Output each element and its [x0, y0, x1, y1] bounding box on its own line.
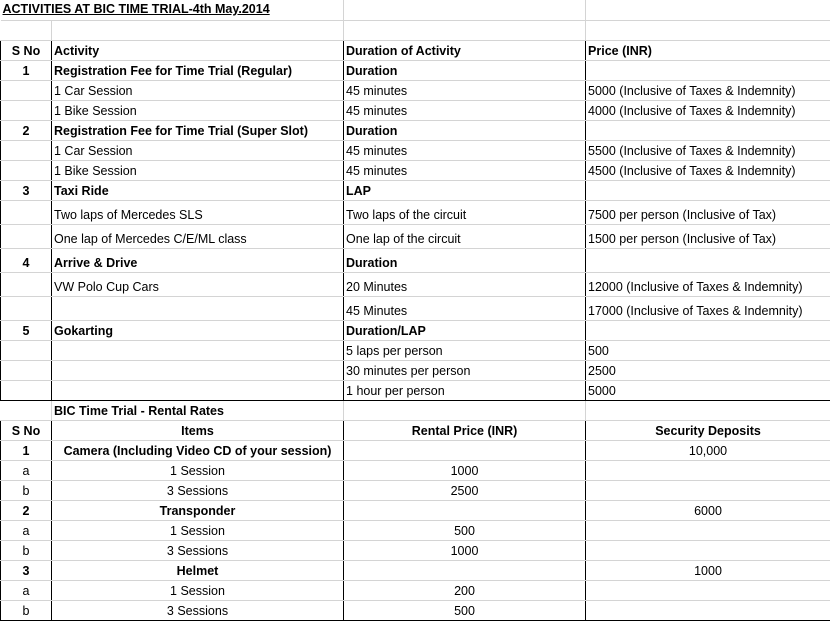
rental-sub-item: 1 Session — [52, 520, 344, 540]
activity-item: 1 Bike Session — [52, 100, 344, 120]
rental-sno: 2 — [1, 500, 52, 520]
rental-row — [1, 520, 830, 540]
activity-item-row — [1, 360, 830, 380]
activity-sno: 2 — [1, 120, 52, 140]
activity-item-row — [1, 200, 830, 224]
rental-sub-sno: b — [1, 540, 52, 560]
activity-duration-label: LAP — [344, 180, 586, 200]
activity-item-price: 7500 per person (Inclusive of Tax) — [586, 200, 830, 224]
rental-sno: 3 — [1, 560, 52, 580]
activity-item-duration: 1 hour per person — [344, 380, 586, 400]
rental-item: Camera (Including Video CD of your session) — [52, 440, 344, 460]
rental-title-row — [1, 400, 830, 420]
activity-item-price: 4500 (Inclusive of Taxes & Indemnity) — [586, 160, 830, 180]
activity-item: 1 Car Session — [52, 140, 344, 160]
activity-name: Arrive & Drive — [52, 248, 344, 272]
activity-item-duration: 45 minutes — [344, 160, 586, 180]
activity-item-price: 5500 (Inclusive of Taxes & Indemnity) — [586, 140, 830, 160]
activity-name: Registration Fee for Time Trial (Regular) — [52, 60, 344, 80]
rental-sub-item: 1 Session — [52, 580, 344, 600]
activity-item-row — [1, 140, 830, 160]
activity-duration-label: Duration — [344, 120, 586, 140]
activity-duration-label: Duration/LAP — [344, 320, 586, 340]
activity-item-row — [1, 340, 830, 360]
activity-item-price: 2500 — [586, 360, 830, 380]
activity-duration-label: Duration — [344, 248, 586, 272]
rental-sub-item: 3 Sessions — [52, 540, 344, 560]
activity-item: 1 Car Session — [52, 80, 344, 100]
rental-group-row — [1, 500, 830, 520]
rental-sub-sno: b — [1, 600, 52, 620]
rental-sub-sno: a — [1, 460, 52, 480]
header-activity: Activity — [52, 40, 344, 60]
rental-header-row — [1, 420, 830, 440]
rental-row — [1, 600, 830, 620]
rental-deposit: 6000 — [586, 500, 830, 520]
rental-sno: 1 — [1, 440, 52, 460]
activity-item-row — [1, 160, 830, 180]
activity-item-duration: 45 Minutes — [344, 296, 586, 320]
rental-deposit: 10,000 — [586, 440, 830, 460]
activity-duration-label: Duration — [344, 60, 586, 80]
activity-item: VW Polo Cup Cars — [52, 272, 344, 296]
activity-sno: 4 — [1, 248, 52, 272]
rental-sub-item: 3 Sessions — [52, 480, 344, 500]
header-price: Price (INR) — [586, 40, 830, 60]
activity-item-price: 17000 (Inclusive of Taxes & Indemnity) — [586, 296, 830, 320]
rental-sub-item: 1 Session — [52, 460, 344, 480]
activity-group-row — [1, 60, 830, 80]
rental-deposit: 1000 — [586, 560, 830, 580]
activity-item-duration: Two laps of the circuit — [344, 200, 586, 224]
activity-item: One lap of Mercedes C/E/ML class — [52, 224, 344, 248]
activity-item: 1 Bike Session — [52, 160, 344, 180]
activity-item — [52, 296, 344, 320]
rental-group-row — [1, 560, 830, 580]
rental-row — [1, 460, 830, 480]
activity-item-price: 5000 (Inclusive of Taxes & Indemnity) — [586, 80, 830, 100]
rental-header-sno: S No — [1, 420, 52, 440]
activity-sno: 3 — [1, 180, 52, 200]
activity-name: Taxi Ride — [52, 180, 344, 200]
activity-item-duration: 45 minutes — [344, 80, 586, 100]
rental-price: 1000 — [344, 460, 586, 480]
activity-name: Registration Fee for Time Trial (Super Slot) — [52, 120, 344, 140]
rental-sub-sno: a — [1, 520, 52, 540]
activity-item: Two laps of Mercedes SLS — [52, 200, 344, 224]
rental-sub-sno: b — [1, 480, 52, 500]
rental-header-price: Rental Price (INR) — [344, 420, 586, 440]
activity-item-row — [1, 272, 830, 296]
activity-item-price: 500 — [586, 340, 830, 360]
rental-header-deposit: Security Deposits — [586, 420, 830, 440]
activity-sno: 5 — [1, 320, 52, 340]
rental-price: 500 — [344, 520, 586, 540]
rental-row — [1, 480, 830, 500]
activity-item-price: 12000 (Inclusive of Taxes & Indemnity) — [586, 272, 830, 296]
activity-item-row — [1, 224, 830, 248]
activity-item-price: 5000 — [586, 380, 830, 400]
activity-item-row — [1, 296, 830, 320]
rental-sub-sno: a — [1, 580, 52, 600]
rental-item: Helmet — [52, 560, 344, 580]
rental-sub-item: 3 Sessions — [52, 600, 344, 620]
rental-price: 200 — [344, 580, 586, 600]
activity-item-duration: 5 laps per person — [344, 340, 586, 360]
activity-item-duration: 45 minutes — [344, 140, 586, 160]
header-duration: Duration of Activity — [344, 40, 586, 60]
rental-price: 2500 — [344, 480, 586, 500]
activity-sno: 1 — [1, 60, 52, 80]
header-sno: S No — [1, 40, 52, 60]
activities-header-row — [1, 40, 830, 60]
title-row — [1, 0, 830, 20]
activity-name: Gokarting — [52, 320, 344, 340]
activity-group-row — [1, 248, 830, 272]
activity-group-row — [1, 320, 830, 340]
activity-item-row — [1, 80, 830, 100]
activity-item-price: 4000 (Inclusive of Taxes & Indemnity) — [586, 100, 830, 120]
rental-item: Transponder — [52, 500, 344, 520]
activity-group-row — [1, 180, 830, 200]
rental-group-row — [1, 440, 830, 460]
rental-row — [1, 540, 830, 560]
rental-title: BIC Time Trial - Rental Rates — [52, 400, 344, 420]
rental-row — [1, 580, 830, 600]
activity-item-row — [1, 100, 830, 120]
rental-price: 500 — [344, 600, 586, 620]
activity-group-row — [1, 120, 830, 140]
activity-item-duration: One lap of the circuit — [344, 224, 586, 248]
sheet-title: ACTIVITIES AT BIC TIME TRIAL-4th May.2014 — [1, 0, 344, 20]
activity-item-price: 1500 per person (Inclusive of Tax) — [586, 224, 830, 248]
activity-item-duration: 45 minutes — [344, 100, 586, 120]
rental-header-items: Items — [52, 420, 344, 440]
rental-price: 1000 — [344, 540, 586, 560]
activity-item-row — [1, 380, 830, 400]
activity-item-duration: 20 Minutes — [344, 272, 586, 296]
activity-item-duration: 30 minutes per person — [344, 360, 586, 380]
